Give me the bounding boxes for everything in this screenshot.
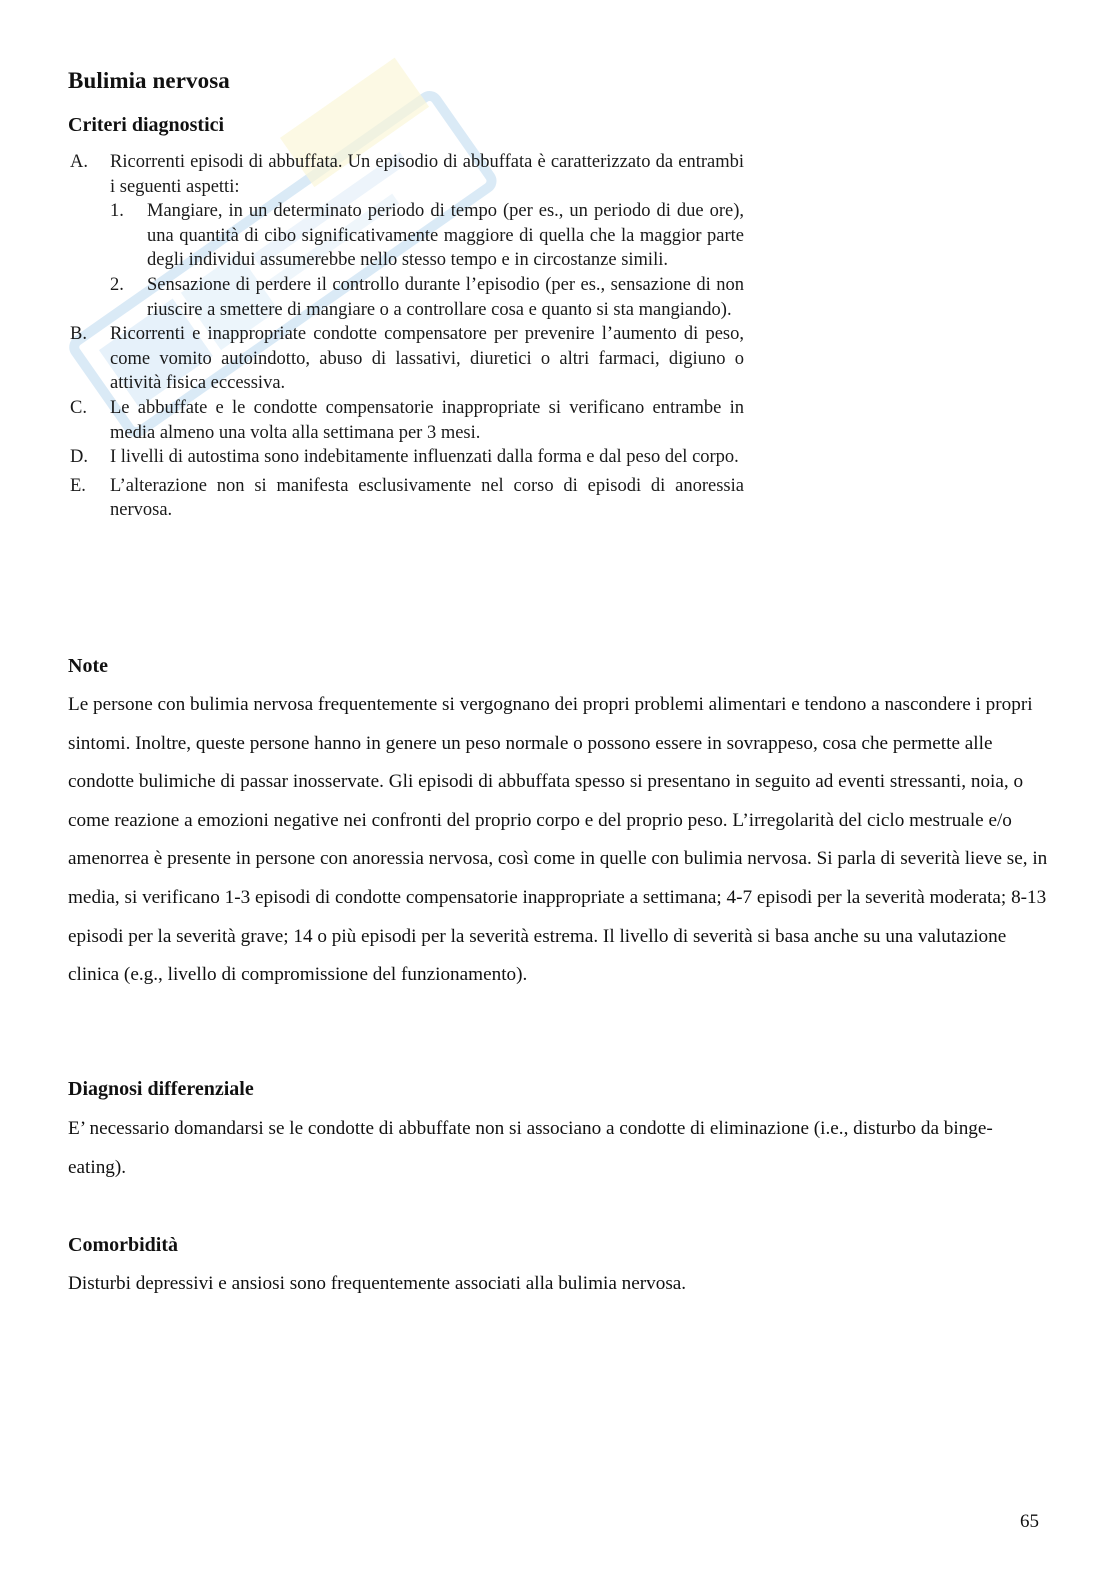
- criterion-text: Ricorrenti e inappropriate condotte compensatore per prevenire l’aumento di peso, come vomito autoindotto, abuso di lassativi, diuretici o altri farmaci, digiuno o attività fisica eccessiva.: [110, 324, 744, 394]
- criteria-list: [70, 150, 744, 523]
- criterion-letter: E.: [70, 475, 86, 496]
- note-heading: Note: [68, 655, 108, 677]
- criterion-b: [70, 322, 744, 396]
- sub-number: 1.: [110, 201, 124, 222]
- diff-paragraph: E’ necessario domandarsi se le condotte di abbuffate non si associano a condotte di eliminazione (i.e., disturbo da binge-eating).: [68, 1118, 993, 1178]
- criterion-letter: A.: [70, 152, 88, 172]
- note-paragraph: Le persone con bulimia nervosa frequentemente si vergognano dei propri problemi alimentari e tendono a nascondere i propri sintomi. Inoltre, queste persone hanno in genere un peso normale o possono essere in sovrappeso, cosa che permette alle condotte bulimiche di passar inosservate. Gli episodi di abbuffata spesso si presentano in seguito ad eventi stressanti, noia, o come reazione a emozioni negative nei confronti del proprio corpo e del proprio peso. L’irregolarità del ciclo mestruale e/o amenorrea è presente in persone con anoressia nervosa, così come in quelle con bulimia nervosa. Si parla di severità lieve se, in media, si verificano 1-3 episodi di condotte compensatorie inappropriate a settimana; 4-7 episodi per la severità moderata; 8-13 episodi per la severità grave; 14 o più episodi per la severità estrema. Il livello di severità si basa anche su una valutazione clinica (e.g., livello di compromissione del funzionamento).: [68, 694, 1048, 986]
- diff-heading: Diagnosi differenziale: [68, 1078, 254, 1100]
- criterion-text: I livelli di autostima sono indebitamente influenzati dalla forma e dal peso del corpo.: [110, 447, 739, 468]
- comorb-paragraph: Disturbi depressivi e ansiosi sono frequentemente associati alla bulimia nervosa.: [68, 1273, 687, 1294]
- sub-text: Sensazione di perdere il controllo durante l’episodio (per es., sensazione di non riuscire a smettere di mangiare o a controllare cosa e quanto si sta mangiando).: [147, 274, 744, 320]
- criteria-heading: Criteri diagnostici: [68, 114, 225, 136]
- criterion-text: L’alterazione non si manifesta esclusivamente nel corso di episodi di anoressia nervosa.: [110, 475, 744, 521]
- sub-text: Mangiare, in un determinato periodo di tempo (per es., un periodo di due ore), una quantità di cibo significativamente maggiore di quella che la maggior parte degli individui assumerebbe nello stesso tempo e in circostanze simili.: [147, 201, 744, 271]
- criterion-a-sub-2: [110, 273, 744, 322]
- comorb-heading: Comorbidità: [68, 1234, 178, 1256]
- page-number: 65: [1020, 1511, 1039, 1532]
- criterion-a-sub-1: [110, 199, 744, 273]
- criterion-d: [70, 445, 744, 470]
- criterion-e: [70, 474, 744, 523]
- criterion-text: Ricorrenti episodi di abbuffata. Un episodio di abbuffata è caratterizzato da entrambi i seguenti aspetti:: [110, 152, 744, 197]
- sub-number: 2.: [110, 274, 124, 295]
- page-title: Bulimia nervosa: [68, 68, 230, 93]
- criterion-text: Le abbuffate e le condotte compensatorie inappropriate si verificano entrambe in media almeno una volta alla settimana per 3 mesi.: [110, 397, 744, 443]
- criterion-letter: D.: [70, 447, 88, 468]
- criterion-letter: B.: [70, 324, 87, 345]
- criterion-a: [70, 150, 744, 322]
- criterion-letter: C.: [70, 397, 87, 418]
- criterion-c: [70, 396, 744, 445]
